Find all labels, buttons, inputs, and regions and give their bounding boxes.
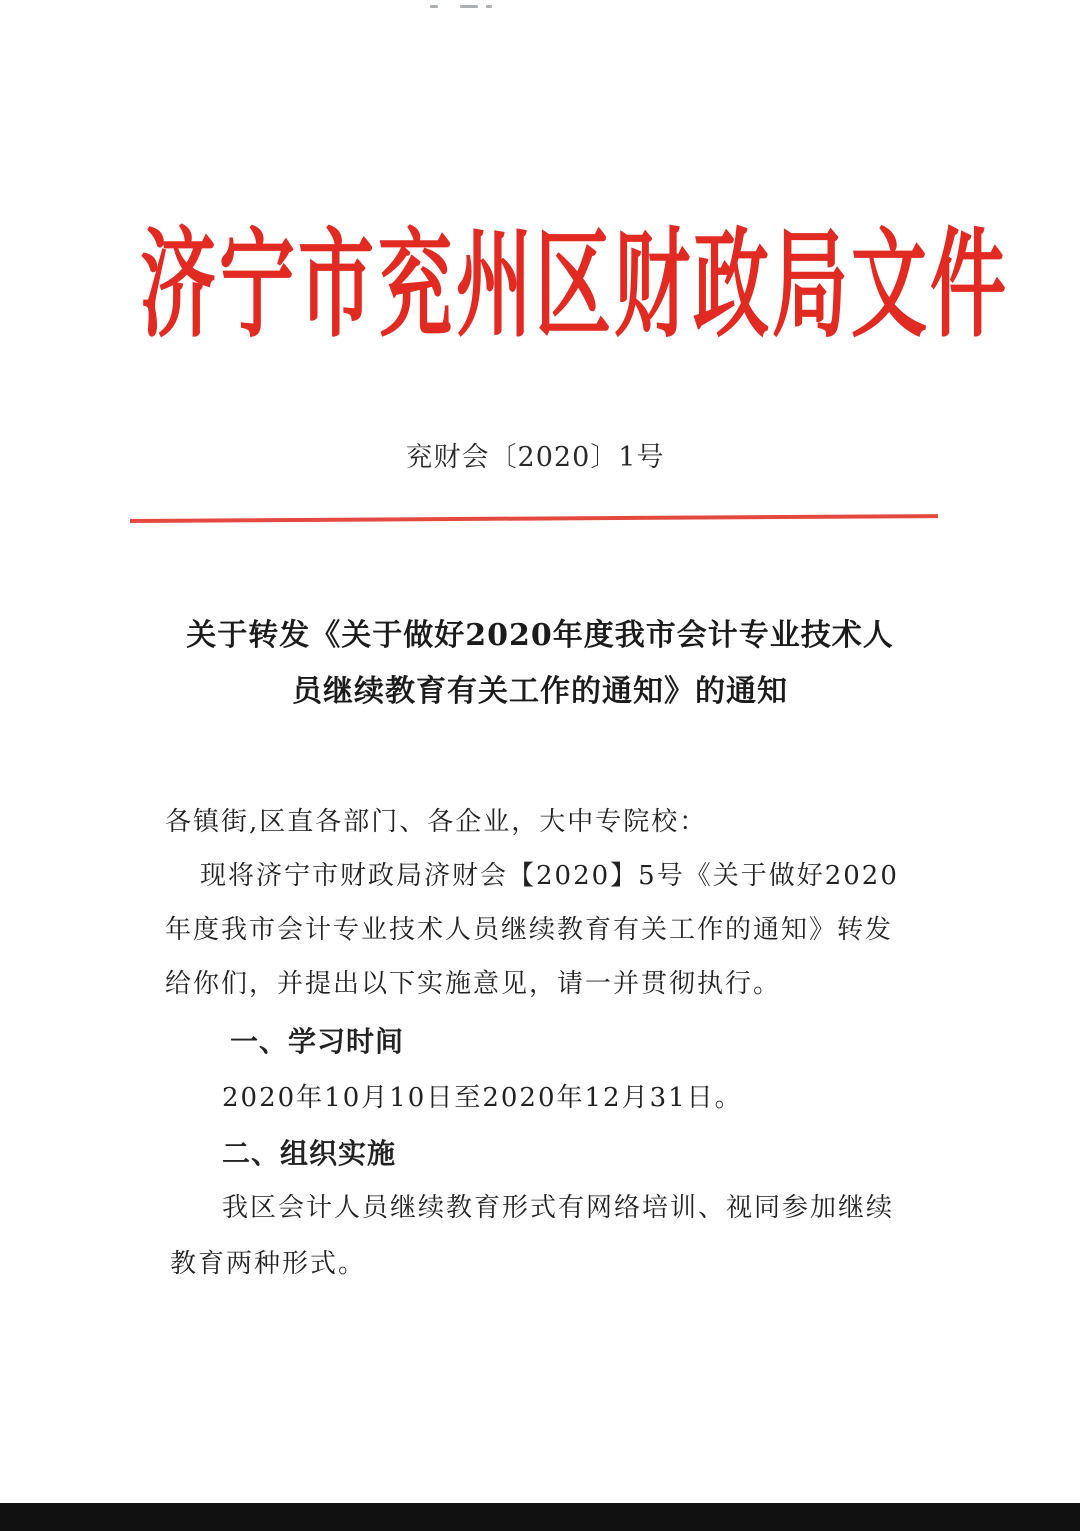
section-1-heading: 一、学习时间 — [230, 1025, 405, 1058]
scan-marks — [420, 2, 510, 12]
salutation: 各镇街,区直各部门、各企业，大中专院校： — [165, 807, 708, 837]
paragraph-1-line-1: 现将济宁市财政局济财会【2020】5号《关于做好2020 — [200, 861, 899, 891]
paragraph-1-line-3: 给你们，并提出以下实施意见，请一并贯彻执行。 — [165, 969, 782, 999]
document-number: 兖财会〔2020〕1号 — [405, 442, 665, 473]
section-1-text: 2020年10月10日至2020年12月31日。 — [222, 1083, 743, 1113]
bottom-bar — [0, 1503, 1080, 1531]
section-2-line-1: 我区会计人员继续教育形式有网络培训、视同参加继续 — [222, 1193, 895, 1223]
section-2-heading: 二、组织实施 — [222, 1137, 397, 1170]
document-title — [150, 608, 930, 720]
document-header-title: 济宁市兖州区财政局文件 — [140, 215, 1009, 354]
title-line-2: 员继续教育有关工作的通知》的通知 — [292, 674, 788, 709]
title-line-1: 关于转发《关于做好2020年度我市会计专业技术人 — [186, 618, 894, 653]
paragraph-1-line-2: 年度我市会计专业技术人员继续教育有关工作的通知》转发 — [165, 915, 894, 945]
section-2-line-2: 教育两种形式。 — [170, 1249, 367, 1279]
red-divider-line — [130, 514, 938, 523]
